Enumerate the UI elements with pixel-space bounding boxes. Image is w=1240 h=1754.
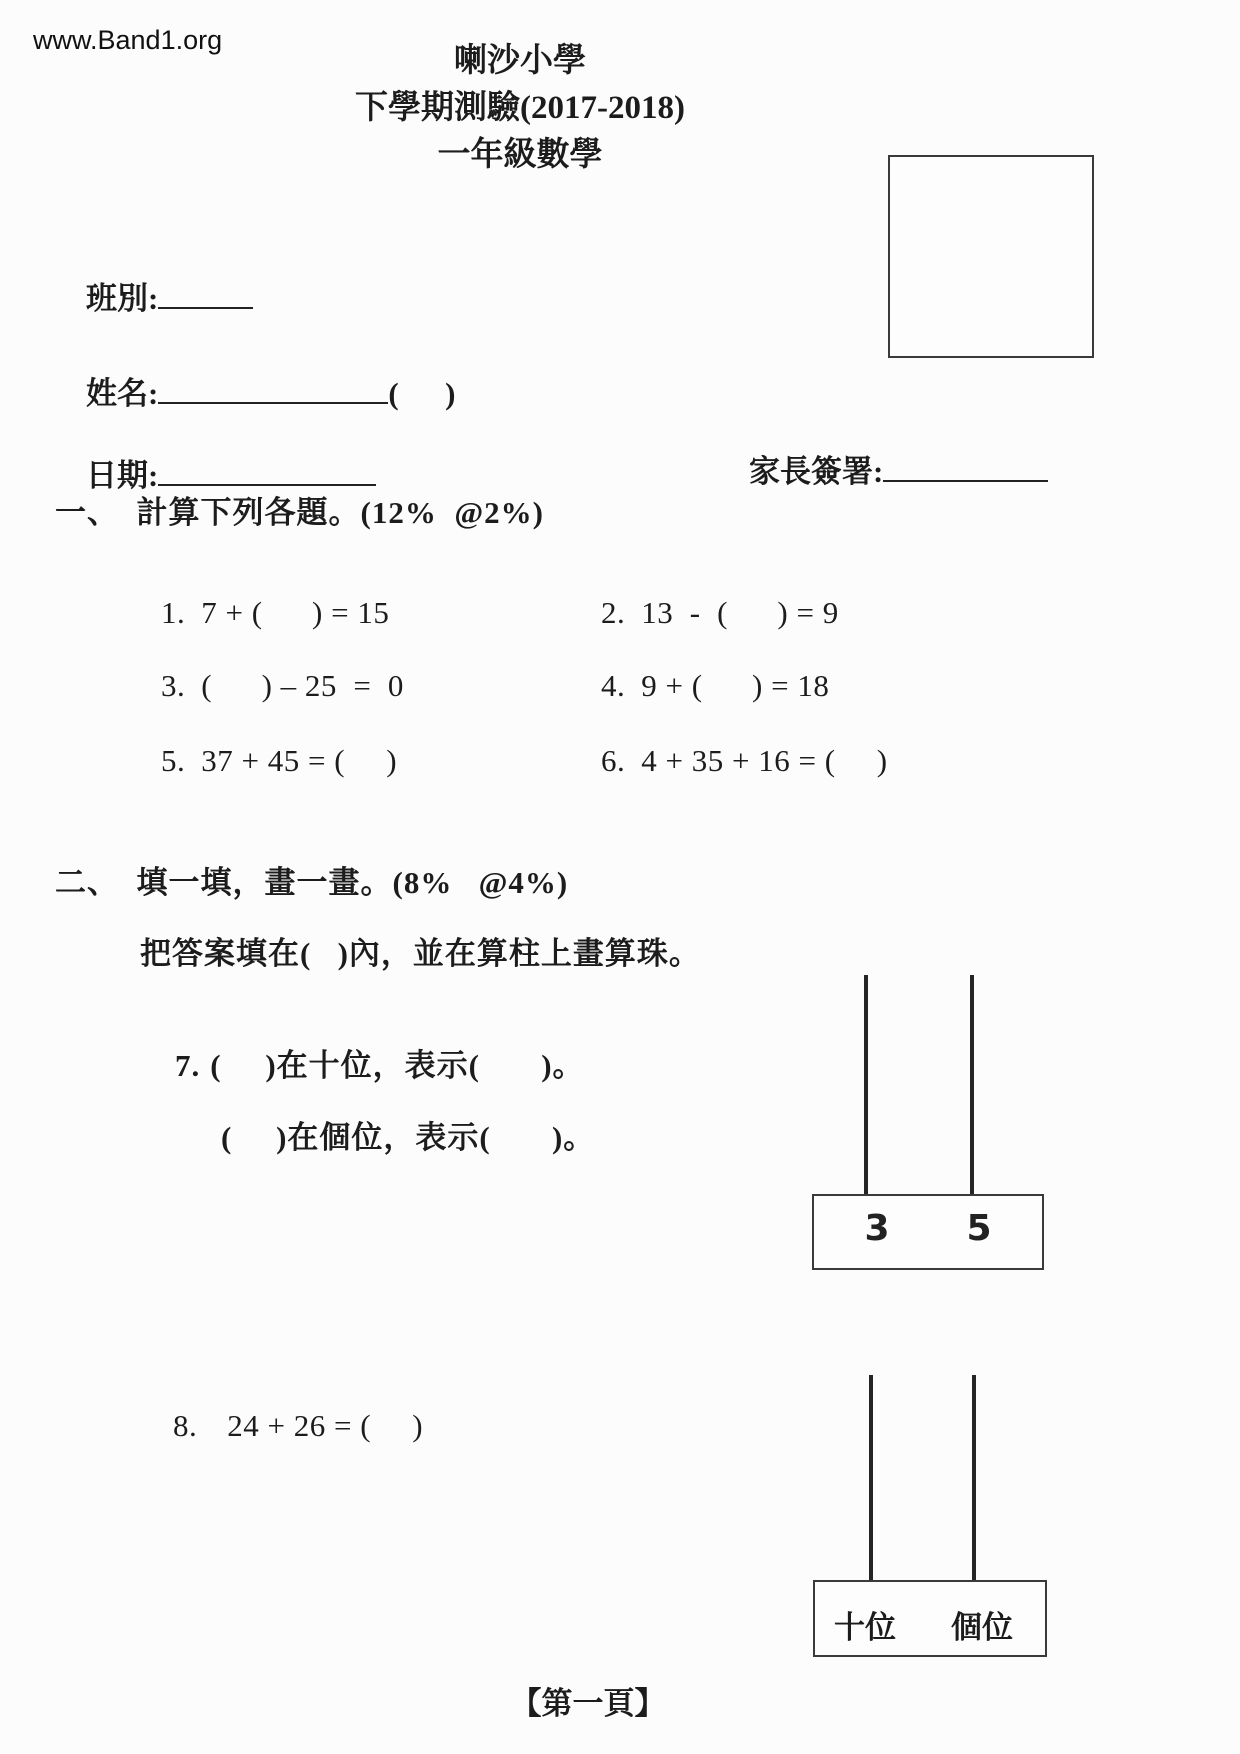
- question-8: [140, 1372, 423, 1480]
- class-label: 班別:: [86, 281, 159, 316]
- question-7-line2-text: ( )在個位，表示( )。: [221, 1120, 596, 1155]
- question-8-expression: 24 + 26 = ( ): [227, 1408, 424, 1443]
- name-label: 姓名:: [86, 376, 159, 411]
- parent-signature-blank-line: [883, 447, 1048, 482]
- class-number-parens: ( ): [388, 376, 456, 411]
- abacus1-ones-value: 5: [966, 1208, 992, 1249]
- abacus1-ones-rod: [970, 975, 974, 1196]
- parent-signature-field: [718, 410, 1048, 527]
- section2-heading: 二、 填一填，畫一畫。(8% @4%): [55, 865, 569, 900]
- exam-title: 下學期測驗(2017-2018): [355, 90, 685, 126]
- section1-heading: 一、 計算下列各題。(12% @2%): [55, 495, 544, 530]
- abacus1-tens-value: 3: [864, 1208, 890, 1249]
- page-number-footer: 【第一頁】: [510, 1686, 666, 1721]
- problem-2-number: 2.: [601, 595, 626, 630]
- abacus2-tens-label: 十位: [834, 1610, 896, 1645]
- problem-3-expression: ( ) – 25 = 0: [201, 668, 404, 703]
- problem-5: [128, 707, 397, 815]
- title-block: [0, 38, 1040, 179]
- problem-5-number: 5.: [161, 743, 186, 778]
- section2-instruction: 把答案填在( )內，並在算柱上畫算珠。: [140, 936, 701, 971]
- date-blank-line: [158, 451, 376, 486]
- problem-2-expression: 13 - ( ) = 9: [641, 595, 839, 630]
- question-8-number: 8.: [173, 1408, 198, 1443]
- name-blank-line: [158, 369, 388, 404]
- abacus2-ones-rod: [972, 1375, 976, 1580]
- problem-6-number: 6.: [601, 743, 626, 778]
- watermark-url: www.Band1.org: [33, 25, 223, 55]
- question-7-number: 7.: [175, 1048, 201, 1083]
- problem-6-expression: 4 + 35 + 16 = ( ): [641, 743, 888, 778]
- parent-signature-label: 家長簽署:: [749, 454, 884, 489]
- abacus2-tens-rod: [869, 1375, 873, 1580]
- problem-3-number: 3.: [161, 668, 186, 703]
- class-blank-line: [158, 274, 253, 309]
- date-label: 日期:: [86, 458, 159, 493]
- problem-1-number: 1.: [161, 595, 186, 630]
- problem-4-expression: 9 + ( ) = 18: [641, 668, 830, 703]
- problem-1-expression: 7 + ( ) = 15: [201, 595, 390, 630]
- problem-4-number: 4.: [601, 668, 626, 703]
- problem-6: [568, 707, 888, 815]
- question-7-line2: [186, 1076, 595, 1193]
- question-7-line1-text: ( )在十位，表示( )。: [210, 1048, 585, 1083]
- abacus1-tens-rod: [864, 975, 868, 1196]
- school-name: 喇沙小學: [454, 43, 586, 79]
- abacus2-base-box: [813, 1580, 1047, 1657]
- abacus2-ones-label: 個位: [951, 1610, 1013, 1645]
- problem-5-expression: 37 + 45 = ( ): [201, 743, 398, 778]
- subject-title: 一年級數學: [437, 137, 603, 173]
- abacus1-base-box: [812, 1194, 1044, 1270]
- score-box: [888, 155, 1094, 358]
